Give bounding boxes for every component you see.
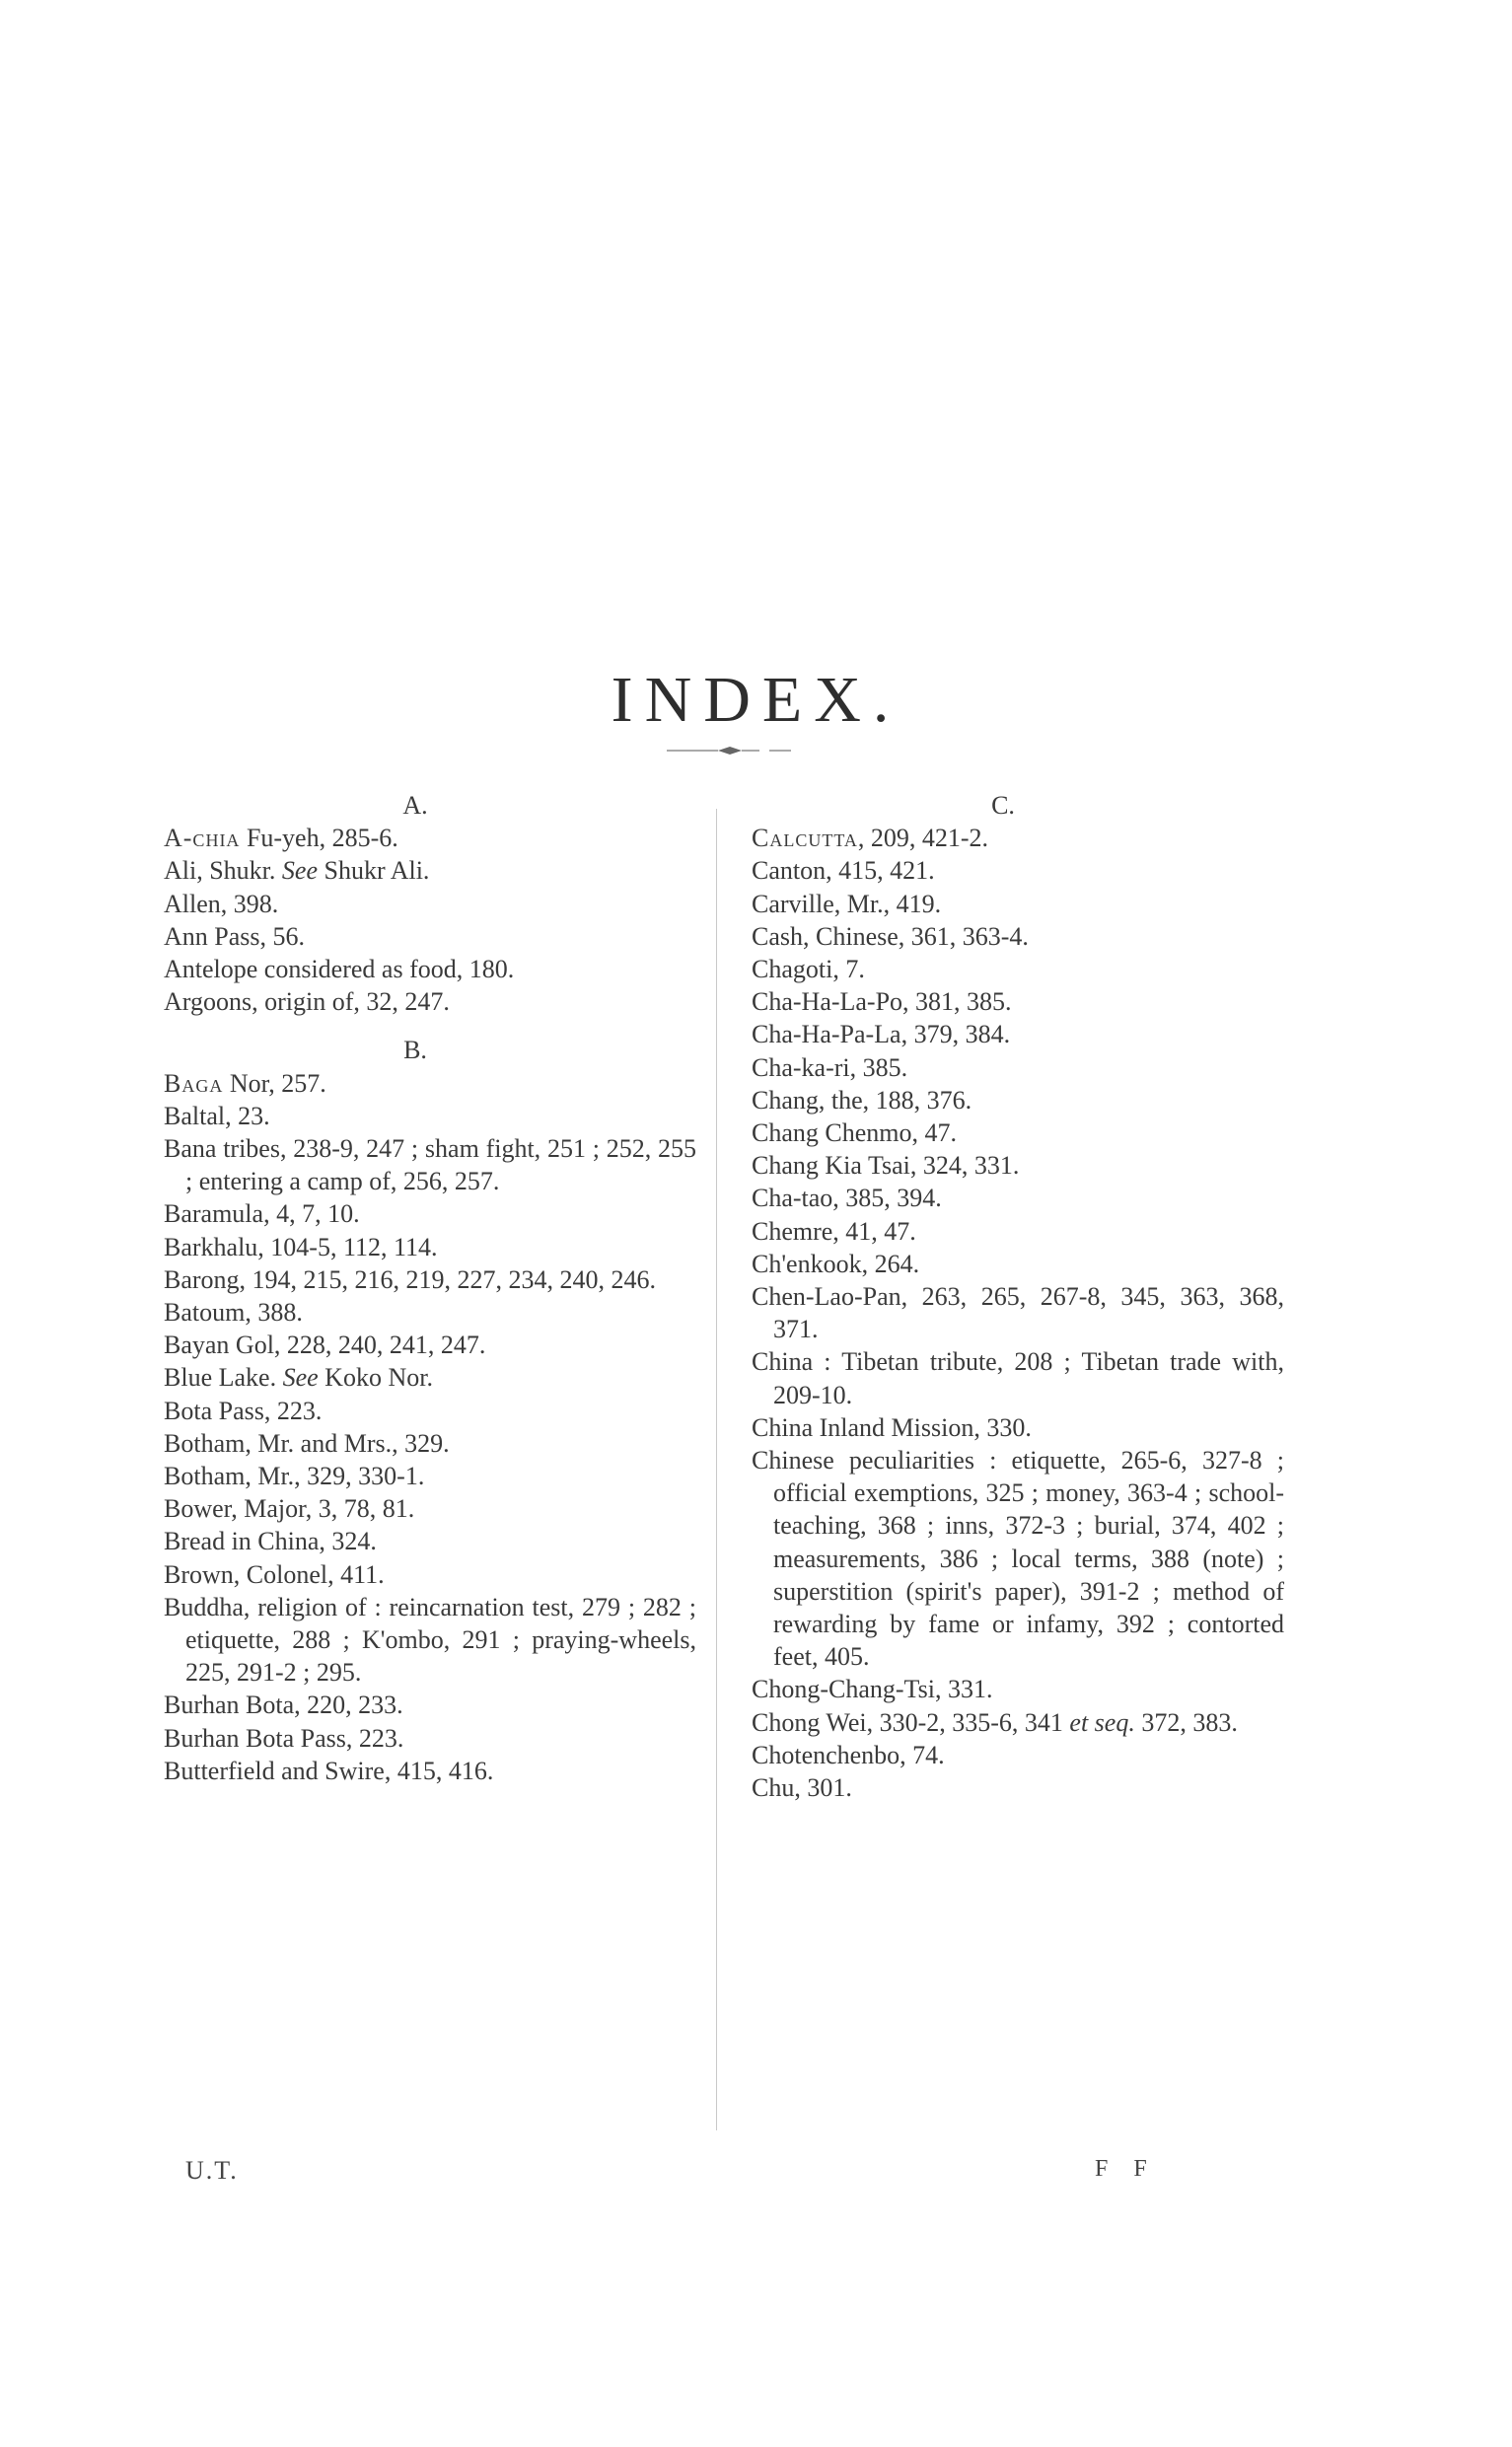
index-entry: Argoons, origin of, 32, 247. [164,987,450,1017]
section-b-entries [164,1067,696,1787]
index-entry: Chen-Lao-Pan, 263, 265, 267-8, 345, 363, 368, 371. [752,1282,1284,1344]
index-entry: Chemre, 41, 47. [752,1216,916,1246]
index-entry: Barong, 194, 215, 216, 219, 227, 234, 240, 246. [164,1264,657,1294]
index-entry: Cash, Chinese, 361, 363-4. [752,921,1029,951]
title-ornament [667,746,795,756]
index-entry: Calcutta, 209, 421-2. [752,824,989,853]
index-entry: Buddha, religion of : reincarnation test, 279 ; 282 ; etiquette, 288 ; K'ombo, 291 ; praying-wheels, 225, 291-2 ; 295. [164,1592,696,1688]
index-entry: Chagoti, 7. [752,955,865,984]
index-entry: Antelope considered as food, 180. [164,955,515,984]
index-entry: Brown, Colonel, 411. [164,1559,385,1589]
index-entry: Canton, 415, 421. [752,856,935,886]
index-column-right [752,789,1284,1804]
index-entry: Ali, Shukr. See Shukr Ali. [164,856,430,886]
index-entry: China : Tibetan tribute, 208 ; Tibetan trade with, 209-10. [752,1347,1284,1409]
index-entry: Ch'enkook, 264. [752,1249,920,1278]
section-heading-a: A. [402,791,428,820]
index-column-left [164,789,696,1787]
index-entry: Chang Kia Tsai, 324, 331. [752,1151,1020,1181]
index-entry: Burhan Bota, 220, 233. [164,1691,403,1720]
index-entry: Cha-Ha-Pa-La, 379, 384. [752,1020,1011,1049]
index-entry: Baramula, 4, 7, 10. [164,1199,360,1229]
signature-mark-left: U.T. [185,2156,239,2185]
column-divider [716,809,717,2130]
index-entry: Butterfield and Swire, 415, 416. [164,1756,494,1785]
section-heading-c: C. [991,791,1015,820]
index-entry: Allen, 398. [164,889,279,918]
section-a-entries [164,822,696,1018]
index-entry: Cha-tao, 385, 394. [752,1184,942,1213]
index-entry: China Inland Mission, 330. [752,1412,1032,1442]
index-entry: Cha-ka-ri, 385. [752,1052,908,1082]
index-entry: Bower, Major, 3, 78, 81. [164,1494,415,1524]
index-entry: Barkhalu, 104-5, 112, 114. [164,1232,438,1261]
index-entry: Chong Wei, 330-2, 335-6, 341 et seq. 372, 383. [752,1707,1238,1737]
index-entry: Chu, 301. [752,1773,852,1803]
index-entry: Botham, Mr., 329, 330-1. [164,1462,425,1491]
index-entry: Chang Chenmo, 47. [752,1118,957,1148]
index-entry: A-chia Fu-yeh, 285-6. [164,824,398,853]
section-c-entries [752,822,1284,1804]
index-entry: Chang, the, 188, 376. [752,1085,972,1115]
index-entry: Bayan Gol, 228, 240, 241, 247. [164,1331,486,1360]
index-entry: Cha-Ha-La-Po, 381, 385. [752,987,1012,1017]
page-title: INDEX. [611,664,901,737]
section-heading-b: B. [403,1036,427,1065]
index-entry: Blue Lake. See Koko Nor. [164,1363,433,1393]
index-entry: Ann Pass, 56. [164,921,306,951]
index-entry: Carville, Mr., 419. [752,889,942,918]
index-entry: Bota Pass, 223. [164,1396,323,1425]
index-entry: Chong-Chang-Tsi, 331. [752,1675,993,1704]
index-entry: Baga Nor, 257. [164,1068,326,1098]
index-entry: Botham, Mr. and Mrs., 329. [164,1428,450,1458]
index-entry: Bana tribes, 238-9, 247 ; sham fight, 251 ; 252, 255 ; entering a camp of, 256, 257. [164,1134,696,1196]
index-entry: Batoum, 388. [164,1298,303,1328]
index-entry: Chinese peculiarities : etiquette, 265-6, 327-8 ; official exemptions, 325 ; money, 363-4 ; school-teaching, 368 ; inns, 372-3 ; burial, 374, 402 ; measurements, 386 ; local terms, 388 (note) ; superstition (spirit's paper), 391-2 ; method of rewarding by fame or infamy, 392 ; contorted feet, 405. [752,1446,1284,1672]
signature-mark-right: F F [1095,2156,1157,2182]
index-entry: Burhan Bota Pass, 223. [164,1723,404,1753]
index-entry: Chotenchenbo, 74. [752,1740,945,1769]
index-entry: Baltal, 23. [164,1101,270,1130]
index-entry: Bread in China, 324. [164,1527,377,1556]
